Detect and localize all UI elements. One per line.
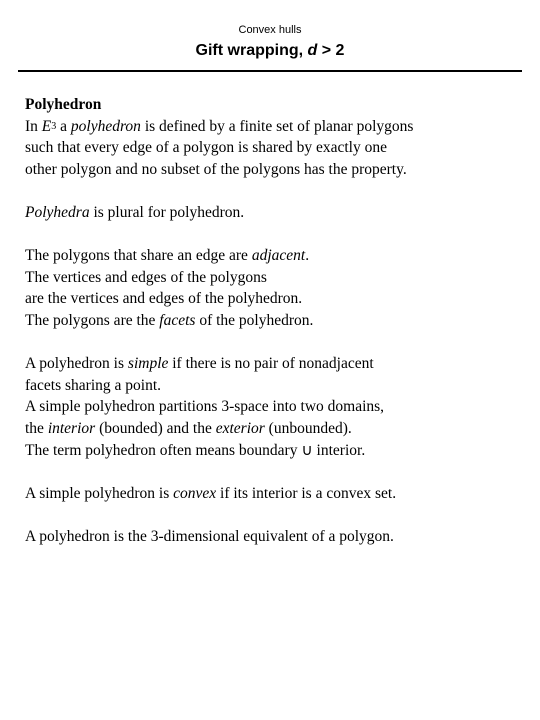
simple-line-3: A simple polyhedron partitions 3-space into two domains, (25, 398, 385, 416)
text-span: (unbounded). (268, 419, 352, 437)
math-symbol-E: E (41, 117, 52, 135)
simple-line-1 (25, 353, 525, 375)
term-simple: simple (127, 355, 169, 373)
term-polyhedron: polyhedron (70, 117, 141, 135)
simple-line-4 (25, 418, 525, 440)
paragraph-definition (25, 94, 525, 180)
text-span: A polyhedron is (25, 355, 125, 373)
title-variable: d (307, 42, 318, 59)
paragraph-convex (25, 483, 525, 505)
adjacency-line-4 (25, 310, 525, 332)
text-span: a (60, 117, 68, 135)
term-polyhedra: Polyhedra (25, 203, 90, 221)
term-adjacent: adjacent (251, 247, 306, 265)
text-span: The polygons that share an edge are (25, 247, 248, 265)
paragraph-simple (25, 353, 525, 461)
title-divider (18, 70, 522, 72)
text-span: . (305, 247, 310, 265)
definition-heading: Polyhedron (25, 96, 102, 113)
text-span: is defined by a finite set of planar polygons (144, 117, 414, 135)
text-span: A simple polyhedron is (25, 484, 170, 502)
title-prefix: Gift wrapping, (195, 42, 304, 59)
simple-line-2: facets sharing a point. (25, 376, 162, 394)
text-span: is plural for polyhedron. (93, 203, 245, 221)
slide-title (0, 42, 540, 60)
superscript: 3 (51, 120, 57, 132)
term-convex: convex (173, 484, 217, 502)
section-label: Convex hulls (238, 24, 302, 36)
paragraph-adjacency (25, 245, 525, 331)
text-span: the (25, 419, 44, 437)
title-suffix: > 2 (321, 42, 345, 59)
text-span: In (25, 117, 38, 135)
text-span: (bounded) and the (99, 419, 212, 437)
paragraph-plural (25, 202, 525, 224)
definition-line-2: such that every edge of a polygon is shared by exactly one (25, 139, 387, 157)
adjacency-line-1 (25, 245, 525, 267)
text-span: The polygons are the (25, 311, 156, 329)
definition-line-3: other polygon and no subset of the polygons has the property. (25, 160, 407, 178)
definition-line-1 (25, 116, 525, 138)
term-interior: interior (47, 419, 96, 437)
text-span: of the polyhedron. (199, 311, 314, 329)
plural-line (25, 202, 525, 224)
simple-line-5: The term polyhedron often means boundary ∪ interior. (25, 441, 366, 459)
text-span: if its interior is a convex set. (220, 484, 397, 502)
equivalent-line: A polyhedron is the 3-dimensional equivalent of a polygon. (25, 527, 394, 545)
term-facets: facets (159, 311, 196, 329)
slide-body (25, 94, 525, 569)
convex-line (25, 483, 525, 505)
adjacency-line-2: The vertices and edges of the polygons (25, 268, 267, 286)
adjacency-line-3: are the vertices and edges of the polyhedron. (25, 290, 303, 308)
term-exterior: exterior (215, 419, 265, 437)
paragraph-equivalent (25, 526, 525, 548)
text-span: if there is no pair of nonadjacent (172, 355, 374, 373)
